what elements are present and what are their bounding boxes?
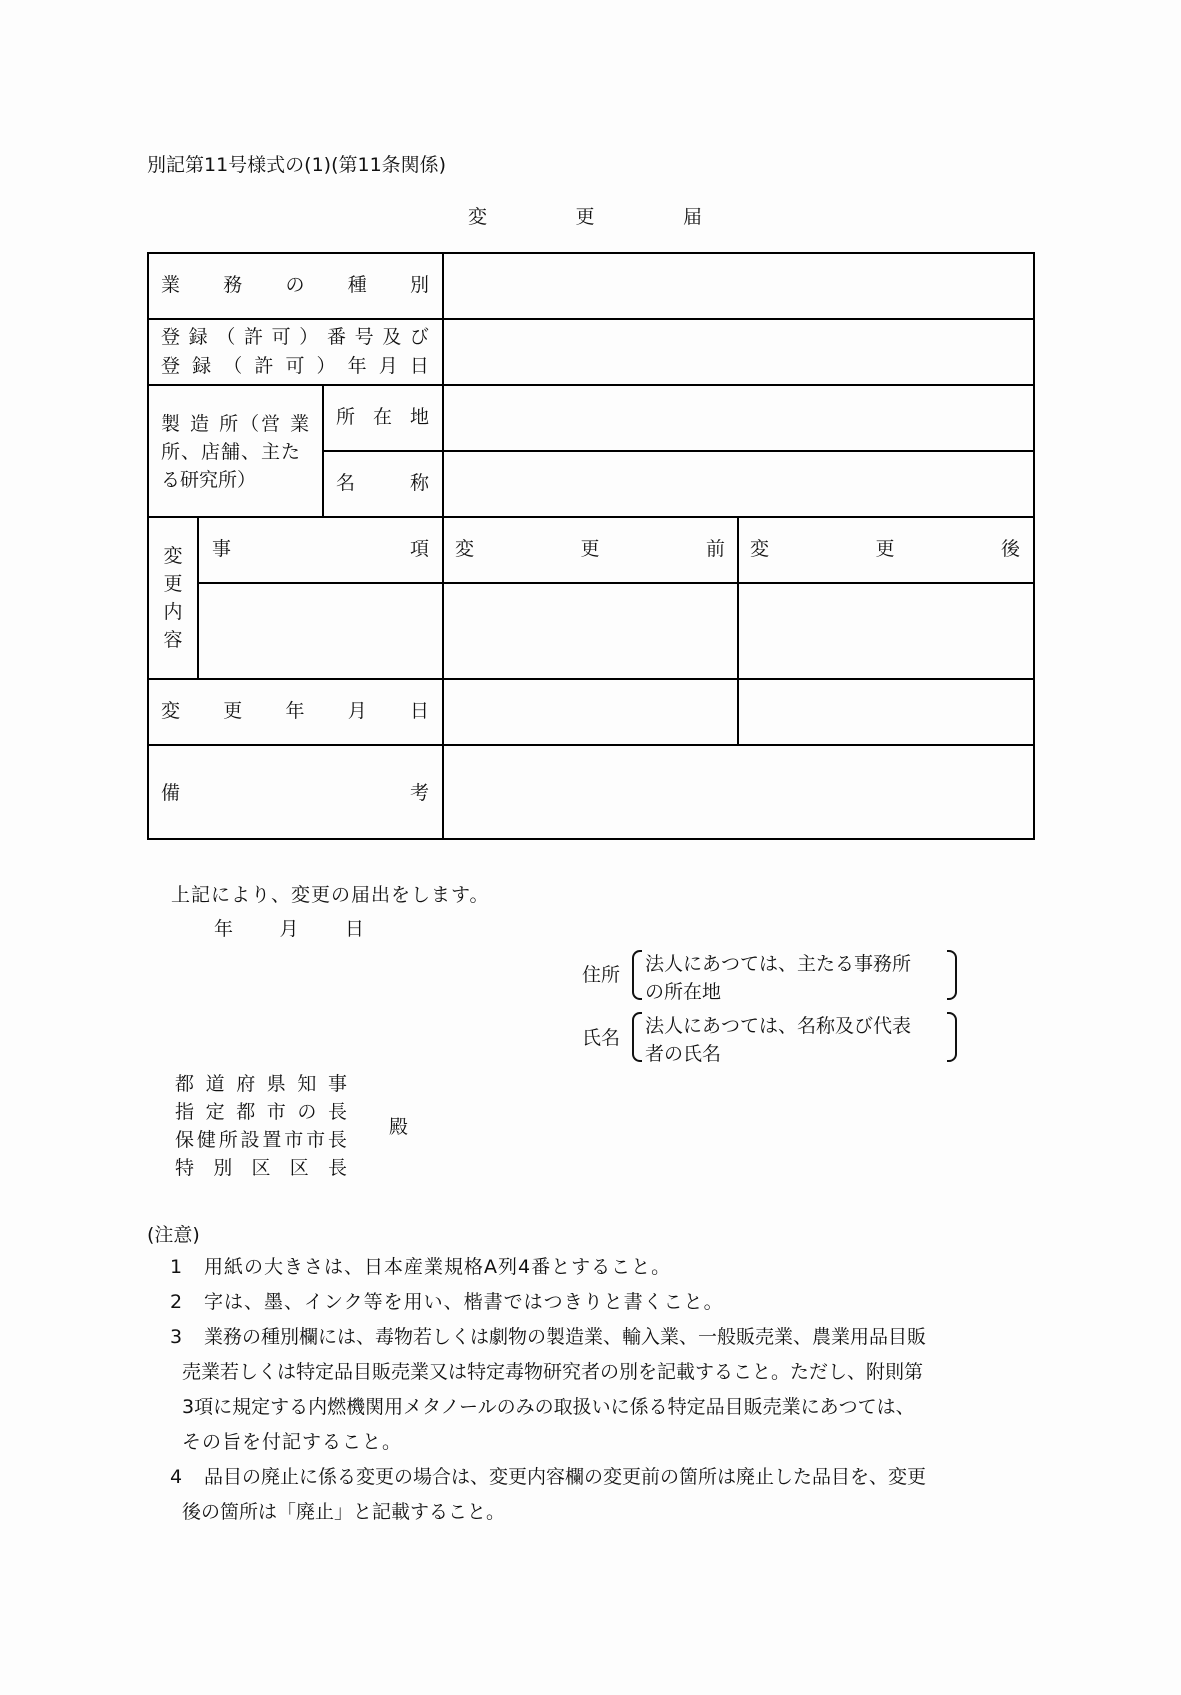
col-divider — [322, 384, 324, 516]
declaration-text: 上記により、変更の届出をします。 — [171, 884, 490, 906]
note-item: 2 字は、墨、インク等を用い、楷書ではつきりと書くこと。 — [170, 1291, 724, 1313]
note-item: 3 業務の種別欄には、毒物若しくは劇物の製造業、輸入業、一般販売業、農業用品目販 売業若しくは特定品目販売業又は特定毒物研究者の別を記載すること。ただし、附則第 3項に規定する内燃機関用メタノールのみの取扱いに係る特定品目販売業にあつては、 その旨を付記すること。 — [170, 1326, 927, 1453]
change-date-label: 変 更 年 月 日 — [161, 700, 429, 722]
honorific: 殿 — [389, 1116, 409, 1138]
note-item: 4 品目の廃止に係る変更の場合は、変更内容欄の変更前の箇所は廃止した品目を、変更 後の箇所は「廃止」と記載すること。 — [170, 1466, 927, 1523]
registration-number-label: 登 録 （ 許 可 ） 番 号 及 び — [161, 326, 429, 348]
bracket-left-icon — [632, 950, 642, 1000]
addressee-designated-city-mayor: 指 定 都 市 の 長 — [175, 1101, 347, 1123]
name-label: 名 称 — [336, 472, 429, 494]
change-date-before-field[interactable] — [444, 680, 737, 744]
change-content-label: 変 更 内 容 — [163, 545, 183, 651]
table-border — [1033, 252, 1035, 840]
facility-name-field[interactable] — [444, 452, 1033, 516]
matter-field[interactable] — [199, 584, 442, 678]
table-border — [147, 252, 149, 840]
registration-date-label: 登 録 （ 許 可 ） 年 月 日 — [161, 355, 429, 377]
before-header: 変 更 前 — [455, 538, 725, 560]
bracket-left-icon — [632, 1012, 642, 1062]
page-title — [468, 206, 702, 228]
business-type-label: 業 務 の 種 別 — [161, 274, 429, 296]
title-char: 更 — [575, 206, 595, 228]
form-reference: 別記第11号様式の(1)(第11条関係) — [147, 154, 447, 176]
bracket-right-icon — [947, 1012, 957, 1062]
bracket-right-icon — [947, 950, 957, 1000]
location-label: 所 在 地 — [336, 406, 429, 428]
declaration-date: 年 月 日 — [214, 918, 364, 940]
remarks-label: 備 考 — [161, 782, 429, 804]
notes-heading: (注意) — [147, 1224, 200, 1246]
addressee-special-ward-mayor: 特 別 区 区 長 — [175, 1157, 347, 1179]
address-label: 住所 — [582, 964, 621, 986]
registration-field[interactable] — [444, 320, 1033, 384]
addressee-prefecture-governor: 都 道 府 県 知 事 — [175, 1073, 347, 1095]
name-note: 法人にあつては、名称及び代表 者の氏名 — [645, 1015, 912, 1065]
change-date-after-field[interactable] — [739, 680, 1033, 744]
title-char: 届 — [682, 206, 702, 228]
after-field[interactable] — [739, 584, 1033, 678]
address-note: 法人にあつては、主たる事務所 の所在地 — [645, 953, 912, 1003]
business-type-field[interactable] — [444, 254, 1033, 318]
row-divider — [147, 516, 1035, 518]
location-field[interactable] — [444, 386, 1033, 450]
facility-label: 製 造 所（営 業 所、店舗、主た る研究所） — [161, 413, 312, 491]
matter-header: 事 項 — [212, 538, 429, 560]
before-field[interactable] — [444, 584, 737, 678]
title-char: 変 — [468, 206, 488, 228]
after-header: 変 更 後 — [750, 538, 1020, 560]
table-border — [147, 838, 1035, 840]
addressee-health-center-city-mayor: 保 健 所 設 置 市 市 長 — [175, 1129, 347, 1151]
remarks-field[interactable] — [444, 746, 1033, 838]
note-item: 1 用紙の大きさは、日本産業規格A列4番とすること。 — [170, 1256, 672, 1278]
name-label: 氏名 — [582, 1027, 621, 1049]
